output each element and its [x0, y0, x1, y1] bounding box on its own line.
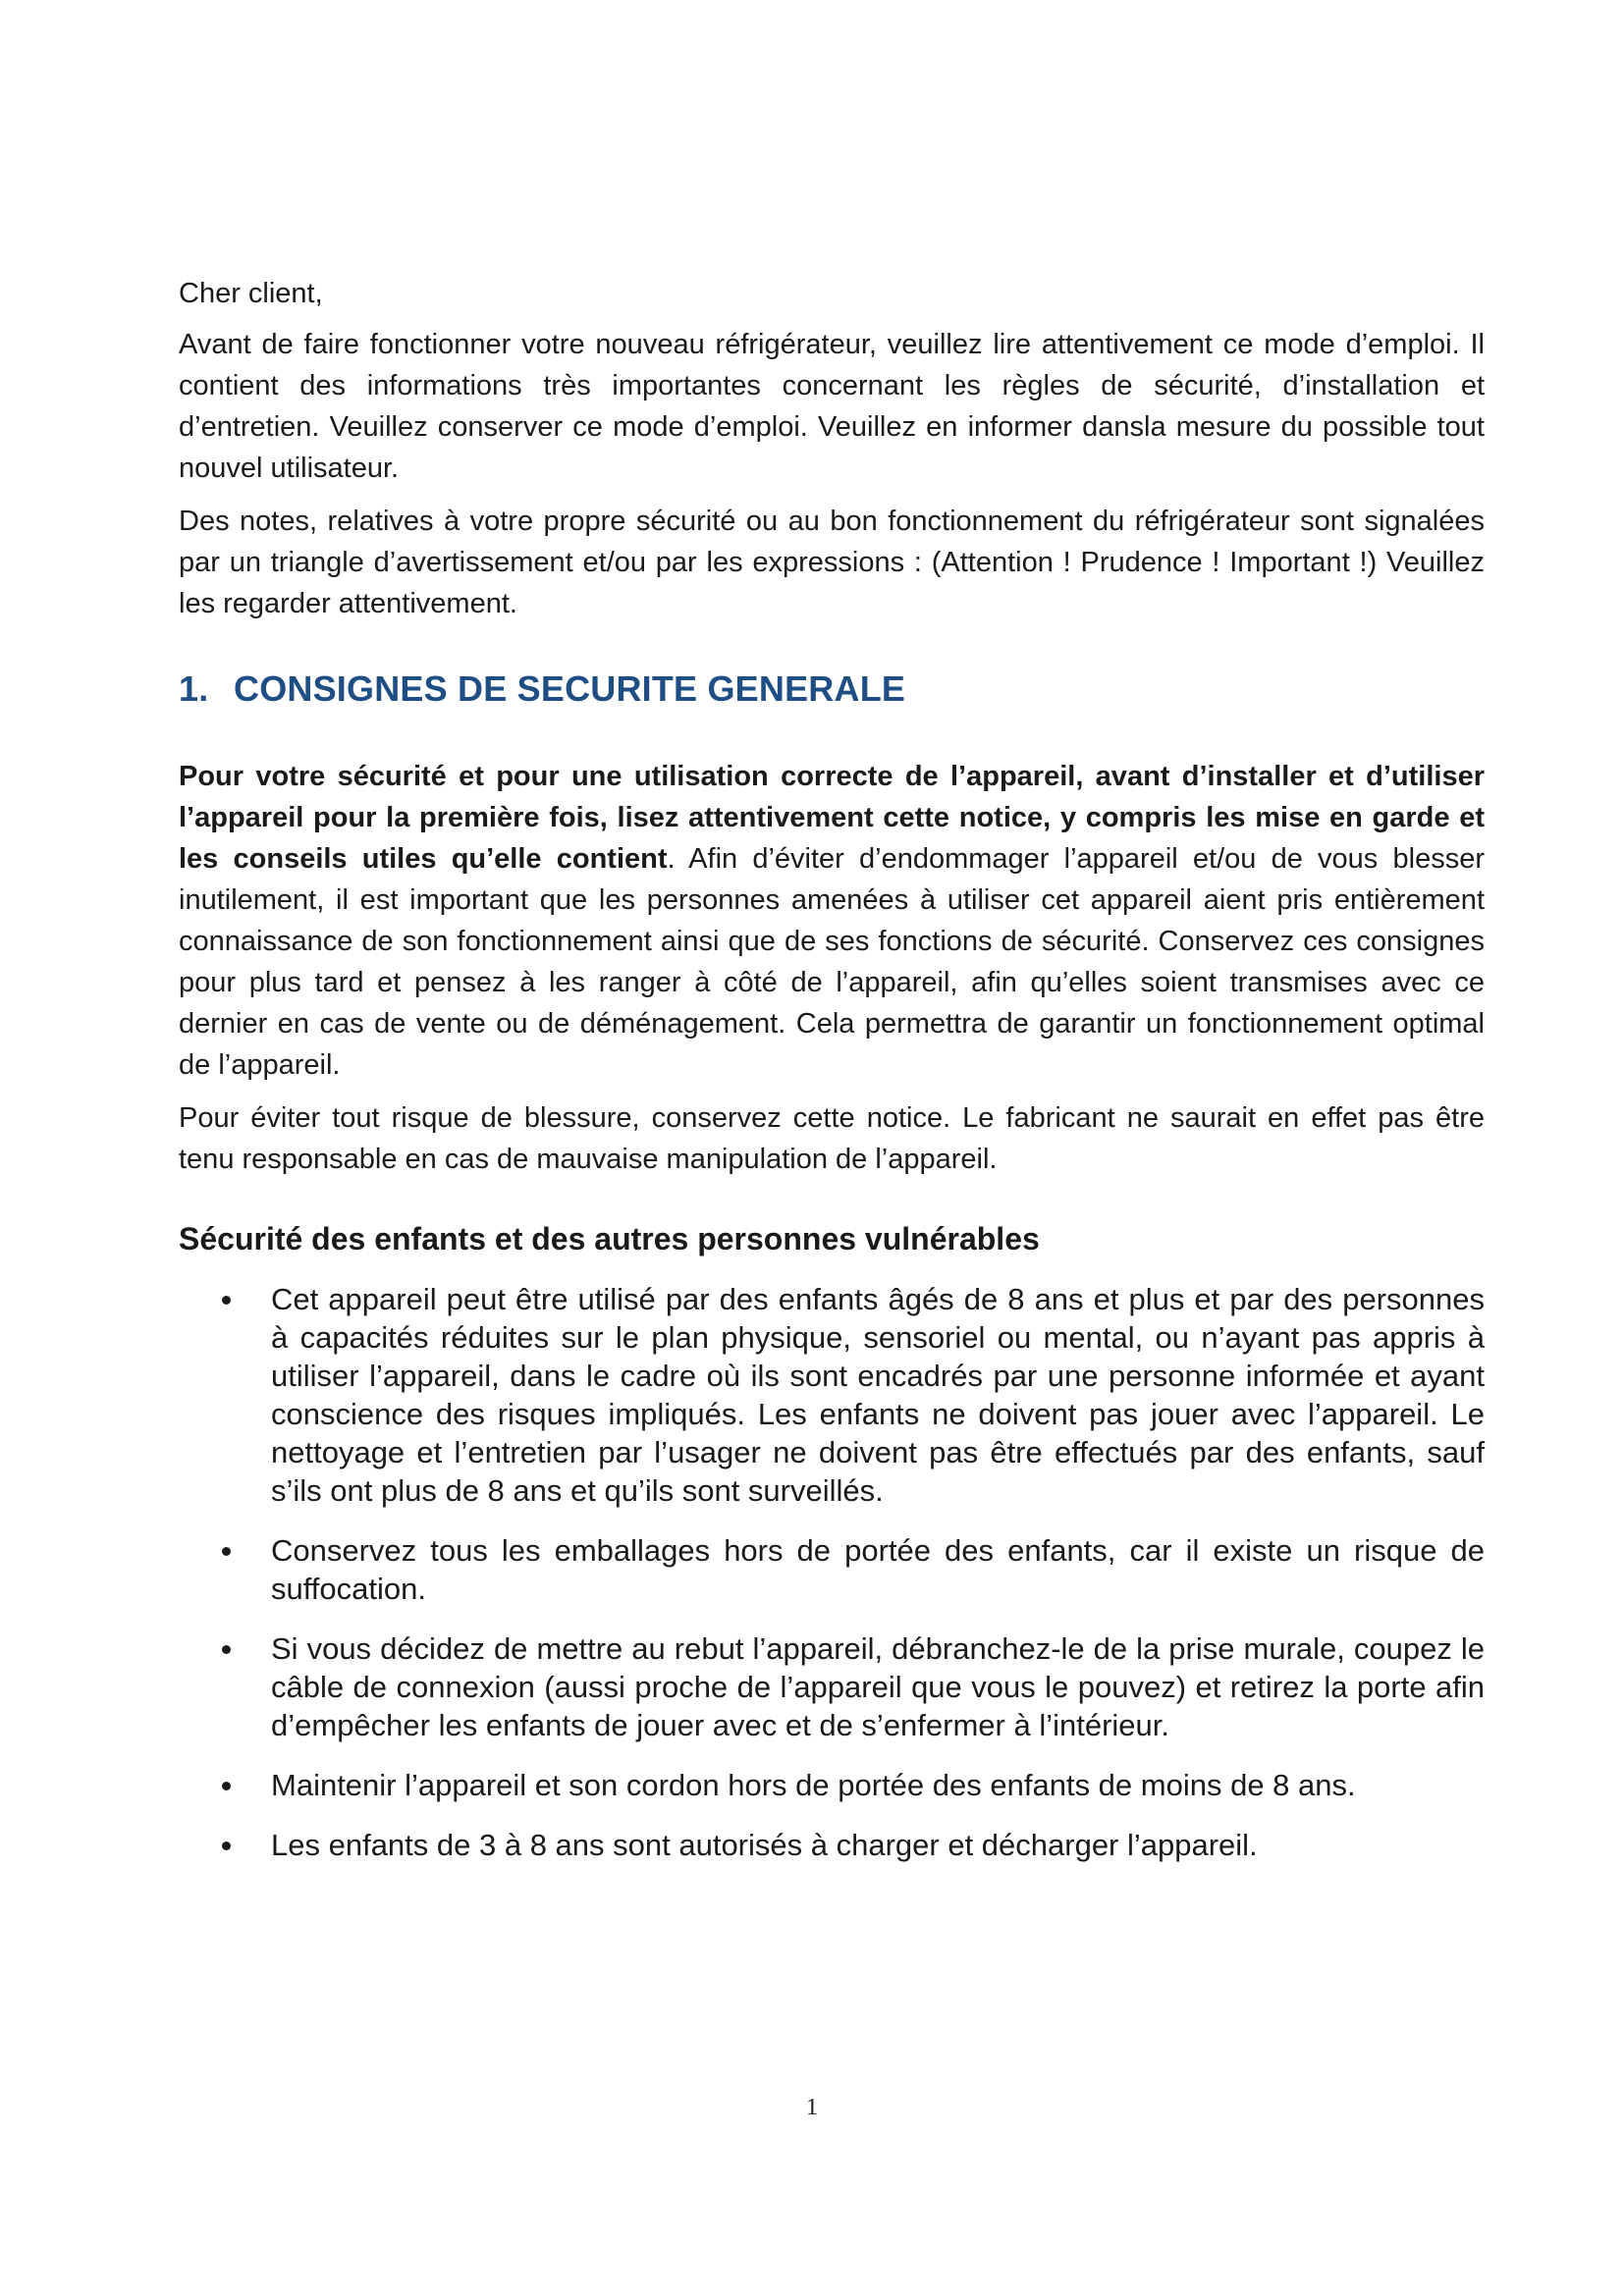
section-1-heading — [179, 667, 1485, 711]
section-1-number: 1. — [179, 668, 209, 709]
children-safety-list — [179, 1280, 1485, 1864]
bullet-icon — [222, 1645, 231, 1654]
list-item-text: Si vous décidez de mettre au rebut l’appareil, débranchez-le de la prise murale, coupez le câble de connexion (aussi proche de l’appareil que vous le pouvez) et retirez la porte afin d’empêcher les enfants de jouer avec et de s’enfermer à l’intérieur. — [271, 1631, 1485, 1742]
section-1-title: CONSIGNES DE SECURITE GENERALE — [234, 668, 906, 709]
list-item-text: Les enfants de 3 à 8 ans sont autorisés à charger et décharger l’appareil. — [271, 1828, 1258, 1862]
list-item — [179, 1531, 1485, 1608]
section-1-paragraph-2: Pour éviter tout risque de blessure, conservez cette notice. Le fabricant ne saurait en effet pas être tenu responsable en cas de mauvaise manipulation de l’appareil. — [179, 1102, 1485, 1175]
list-item — [179, 1766, 1485, 1804]
section-1-lead-bold: Pour votre sécurité et pour une utilisation correcte de l’appareil, avant d’installer et d’utiliser l’appareil pour la première fois, lisez attentivement cette notice, y compris les mise en garde et les conseils utiles qu’elle contient — [179, 761, 1485, 875]
list-item-text: Conservez tous les emballages hors de portée des enfants, car il existe un risque de suffocation. — [271, 1533, 1485, 1606]
section-1-lead-paragraph — [179, 756, 1485, 1086]
bullet-icon — [222, 1782, 231, 1790]
list-item — [179, 1629, 1485, 1744]
list-item-text: Maintenir l’appareil et son cordon hors de portée des enfants de moins de 8 ans. — [271, 1768, 1356, 1802]
bullet-icon — [222, 1296, 231, 1305]
page-number: 1 — [806, 2095, 818, 2120]
section-1-lead-rest: . Afin d’éviter d’endommager l’appareil et/ou de vous blesser inutilement, il est important que les personnes amenées à utiliser cet appareil aient pris entièrement connaissance de son fonctionnement ainsi que de ses fonctions de sécurité. Conservez ces consignes pour plus tard et pensez à les ranger à côté de l’appareil, afin qu’elles soient transmises avec ce dernier en cas de vente ou de déménagement. Cela permettra de garantir un fonctionnement optimal de l’appareil. — [179, 843, 1485, 1081]
list-item — [179, 1826, 1485, 1864]
bullet-icon — [222, 1842, 231, 1850]
bullet-icon — [222, 1547, 231, 1556]
children-safety-heading: Sécurité des enfants et des autres personnes vulnérables — [179, 1221, 1040, 1256]
intro-paragraph-1: Avant de faire fonctionner votre nouveau réfrigérateur, veuillez lire attentivement ce mode d’emploi. Il contient des informations très importantes concernant les règles de sécurité, d’installation et d’entretien. Veuillez conserver ce mode d’emploi. Veuillez en informer dansla mesure du possible tout nouvel utilisateur. — [179, 329, 1485, 484]
list-item-text: Cet appareil peut être utilisé par des enfants âgés de 8 ans et plus et par des personnes à capacités réduites sur le plan physique, sensoriel ou mental, ou n’ayant pas appris à utiliser l’appareil, dans le cadre où ils sont encadrés par une personne informée et ayant conscience des risques impliqués. Les enfants ne doivent pas jouer avec l’appareil. Le nettoyage et l’entretien par l’usager ne doivent pas être effectués par des enfants, sauf s’ils ont plus de 8 ans et qu’ils sont surveillés. — [271, 1282, 1485, 1508]
list-item — [179, 1280, 1485, 1510]
page-content — [179, 273, 1485, 1886]
intro-paragraph-2: Des notes, relatives à votre propre sécurité ou au bon fonctionnement du réfrigérateur sont signalées par un triangle d’avertissement et/ou par les expressions : (Attention ! Prudence ! Important !) Veuillez les regarder attentivement. — [179, 506, 1485, 619]
greeting: Cher client, — [179, 278, 323, 309]
